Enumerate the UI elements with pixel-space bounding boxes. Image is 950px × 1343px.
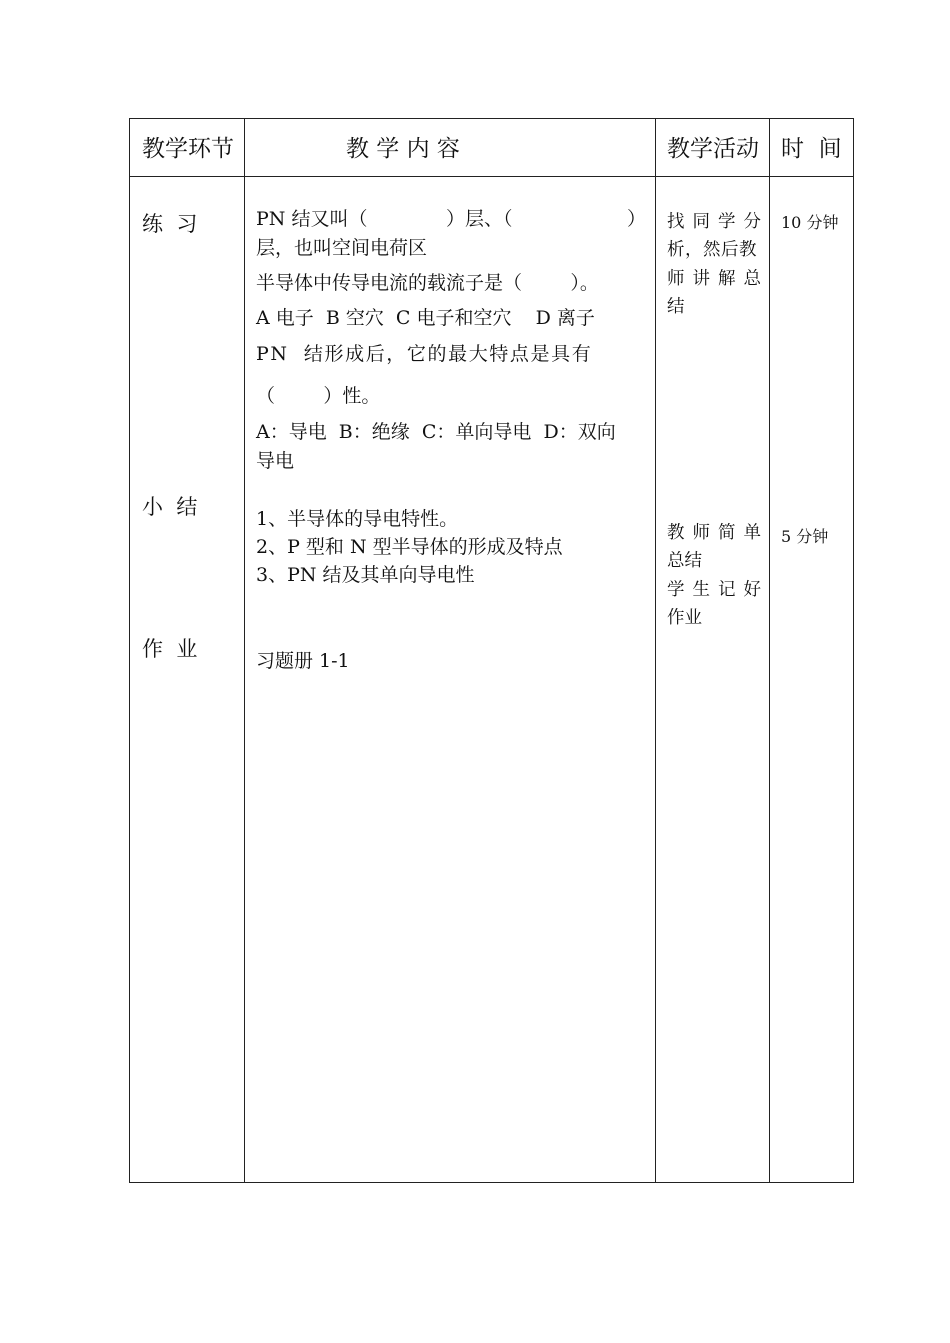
practice-q3-line1: PN 结形成后，它的最大特点是具有 xyxy=(256,343,593,365)
section-label-practice: 练 习 xyxy=(142,212,198,236)
table-left-border xyxy=(129,118,130,1183)
summary-item-2: 2、P 型和 N 型半导体的形成及特点 xyxy=(256,536,563,558)
header-activity: 教学活动 xyxy=(667,136,759,162)
section-label-summary: 小 结 xyxy=(142,495,198,519)
practice-activity-line-4: 结 xyxy=(667,297,685,318)
practice-q3-line2: （ ）性。 xyxy=(256,385,381,407)
practice-activity-line-3: 师讲解总 xyxy=(667,268,769,289)
summary-activity-line-1: 教师简单 xyxy=(667,523,769,543)
column-divider-1 xyxy=(244,118,245,1183)
practice-activity xyxy=(667,208,769,321)
practice-time: 10 分钟 xyxy=(781,213,839,232)
practice-q3-options-line1: A：导电 B：绝缘 C：单向导电 D：双向 xyxy=(256,421,616,443)
summary-activity-line-4: 作业 xyxy=(667,608,702,629)
practice-q3-options-line2: 导电 xyxy=(256,450,295,472)
header-content: 教 学 内 容 xyxy=(346,136,460,162)
summary-activity-line-2: 总结 xyxy=(667,551,702,572)
practice-q2: 半导体中传导电流的载流子是（ ）。 xyxy=(256,272,599,294)
summary-item-1: 1、半导体的导电特性。 xyxy=(256,508,459,530)
table-bottom-border xyxy=(129,1182,854,1183)
header-stage: 教学环节 xyxy=(142,136,234,162)
header-time: 时 间 xyxy=(781,136,842,162)
homework-text: 习题册 1-1 xyxy=(256,650,350,672)
header-bottom-border xyxy=(129,176,854,177)
practice-activity-line-1: 找同学分 xyxy=(667,212,769,232)
practice-q2-options: A 电子 B 空穴 C 电子和空穴 D 离子 xyxy=(256,307,595,329)
practice-activity-line-2: 析，然后教 xyxy=(667,240,757,261)
summary-time: 5 分钟 xyxy=(781,527,829,546)
practice-q1-line1-b: ）层、（ xyxy=(446,208,513,230)
practice-q1-line1-c: ） xyxy=(627,208,647,230)
summary-item-3: 3、PN 结及其单向导电性 xyxy=(256,564,475,586)
column-divider-2 xyxy=(655,118,656,1183)
summary-activity xyxy=(667,519,769,632)
practice-q1-line1-a: PN 结又叫（ xyxy=(256,208,368,230)
column-divider-3 xyxy=(769,118,770,1183)
section-label-homework: 作 业 xyxy=(142,637,198,661)
summary-activity-line-3: 学生记好 xyxy=(667,579,769,600)
practice-q1-line2: 层，也叫空间电荷区 xyxy=(256,237,428,259)
table-right-border xyxy=(853,118,854,1183)
table-top-border xyxy=(129,118,854,119)
